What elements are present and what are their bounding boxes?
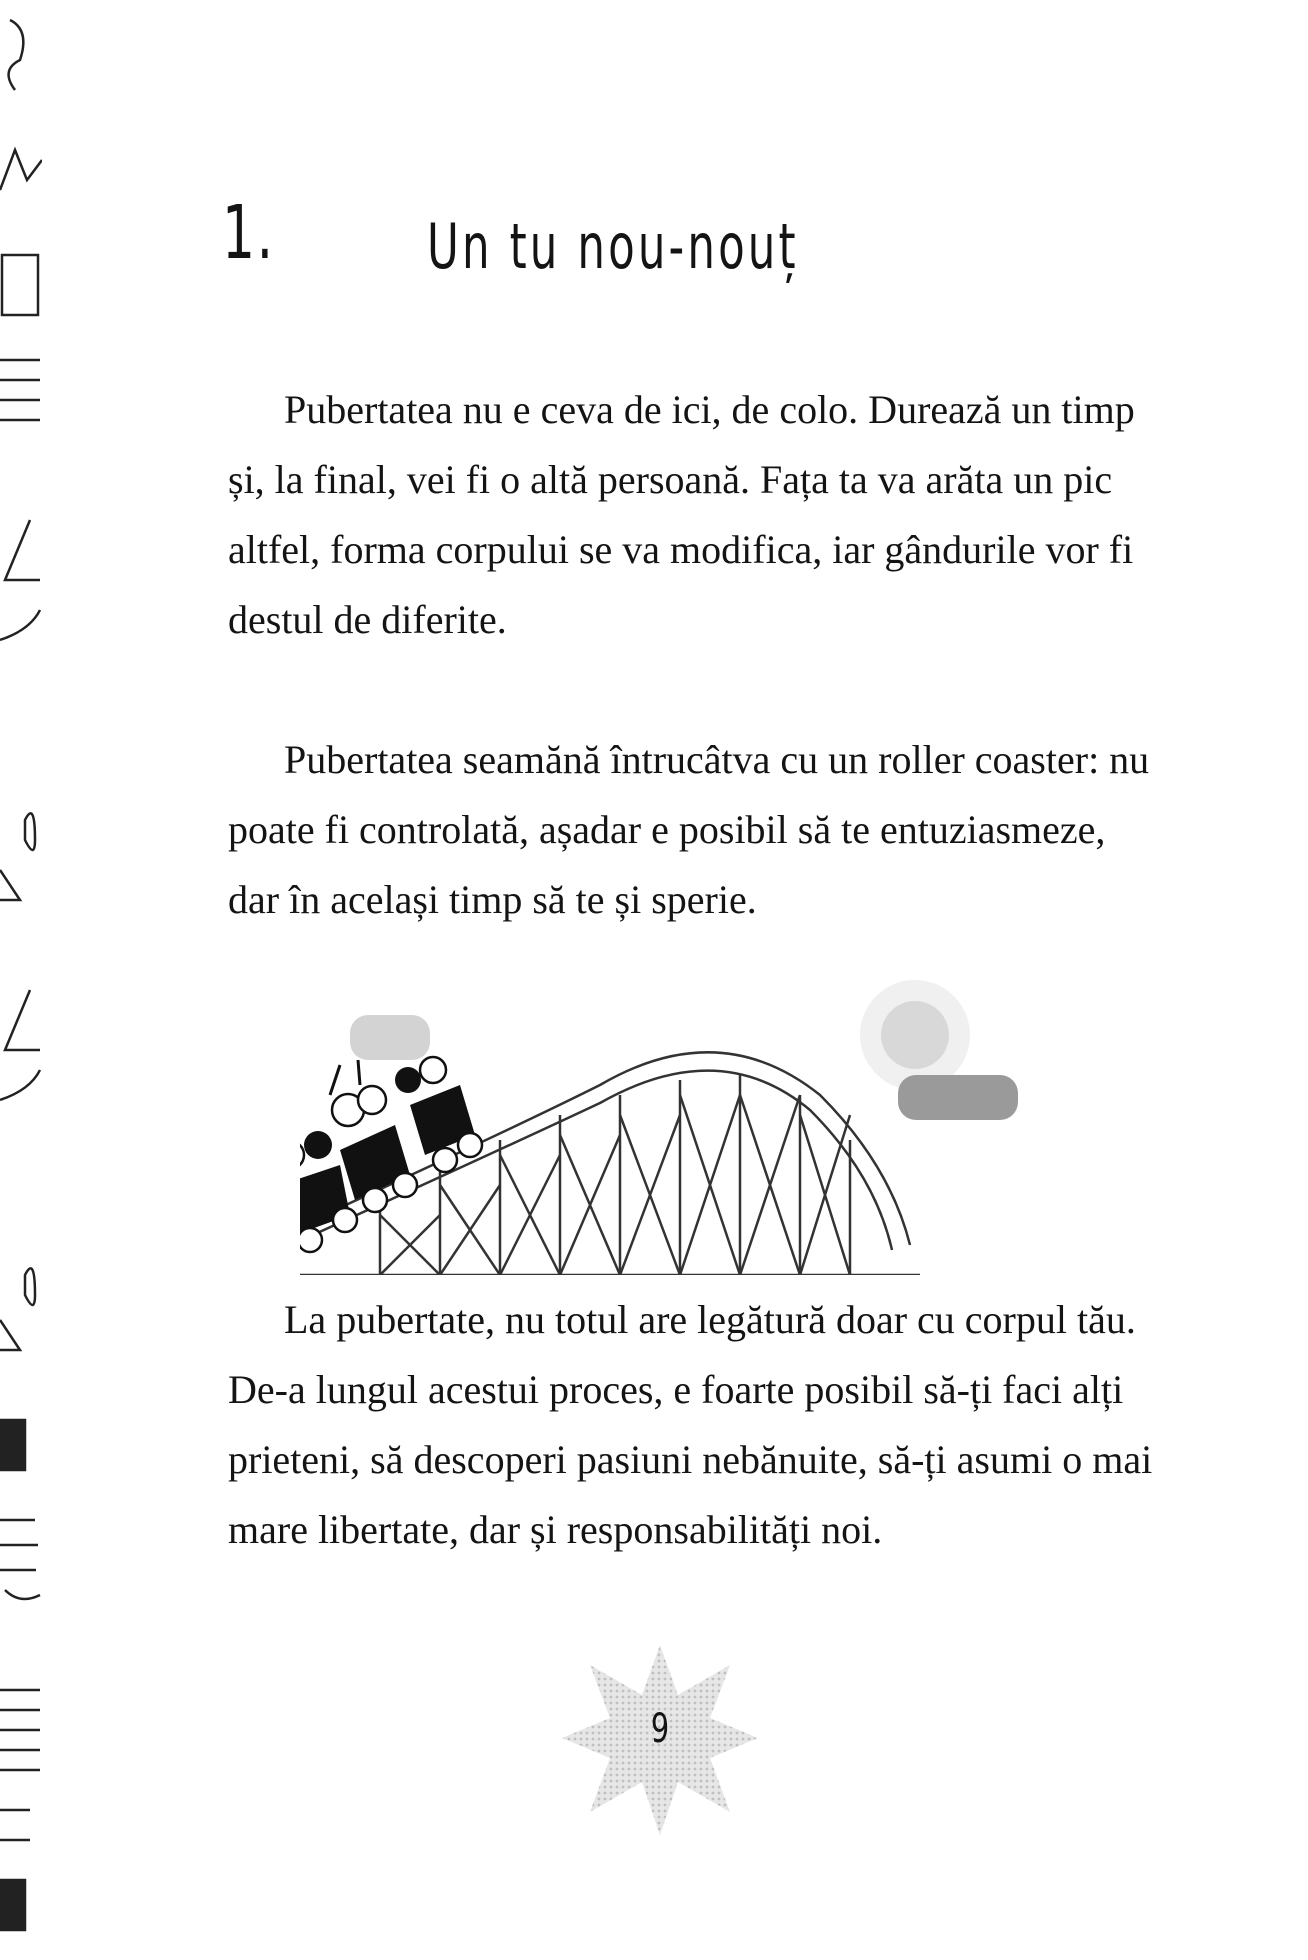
wave-doodle-2-icon xyxy=(0,1070,40,1100)
line-doodle-icon xyxy=(0,1810,30,1840)
box-doodle-icon xyxy=(2,255,38,315)
paragraph-1 xyxy=(228,375,1158,655)
paragraph-2-text: Pubertatea seamănă întrucâtva cu un roller coaster: nu poate fi controlată, așadar e posibil să te entuziasmeze, dar în același timp să te și sperie. xyxy=(228,737,1150,922)
paragraph-2 xyxy=(228,725,1158,935)
flask-doodle-icon xyxy=(5,520,40,580)
triangle-doodle-2-icon xyxy=(0,1320,20,1350)
page-number-badge xyxy=(560,1640,760,1840)
leaf-doodle-2-icon xyxy=(25,1268,35,1305)
edge-doodle-strip xyxy=(0,0,42,1960)
grid-doodle-icon xyxy=(0,360,40,420)
triangle-doodle-icon xyxy=(0,870,20,900)
paragraph-3 xyxy=(228,1285,1158,1565)
paragraph-3-text: La pubertate, nu totul are legătură doar cu corpul tău. De-a lungul acestui proces, e foarte posibil să-ți faci alți prieteni, să descoperi pasiuni nebănuite, să-ți asumi o mai mare libertate, dar și responsabilități noi. xyxy=(228,1297,1153,1552)
wave-doodle-icon xyxy=(0,610,40,640)
keyboard-doodle-icon xyxy=(0,1690,40,1770)
mountain-doodle-icon xyxy=(0,150,42,190)
cloud-right-icon xyxy=(898,1075,1018,1120)
flask-doodle-2-icon xyxy=(5,990,40,1050)
book-doodle-2-icon xyxy=(0,1880,25,1930)
roller-coaster-illustration xyxy=(300,975,1100,1275)
paragraph-1-text: Pubertatea nu e ceva de ici, de colo. Durează un timp și, la final, vei fi o altă persoană. Fața ta va arăta un pic altfel, forma corpului se va modifica, iar gândurile vor fi destul de diferite. xyxy=(228,387,1135,642)
chapter-title xyxy=(222,190,1122,310)
sun-icon xyxy=(860,980,970,1090)
spiral-doodle-icon xyxy=(9,20,24,90)
leaf-doodle-icon xyxy=(25,813,35,850)
chapter-number: 1. xyxy=(222,190,275,276)
page-number: 9 xyxy=(650,1706,670,1752)
coaster-car-3 xyxy=(395,1057,482,1172)
book-doodle-icon xyxy=(0,1420,25,1470)
cloud-left-icon xyxy=(350,1015,430,1060)
chapter-heading: Un tu nou-nouț xyxy=(427,210,799,283)
ship-doodle-icon xyxy=(0,1520,40,1599)
